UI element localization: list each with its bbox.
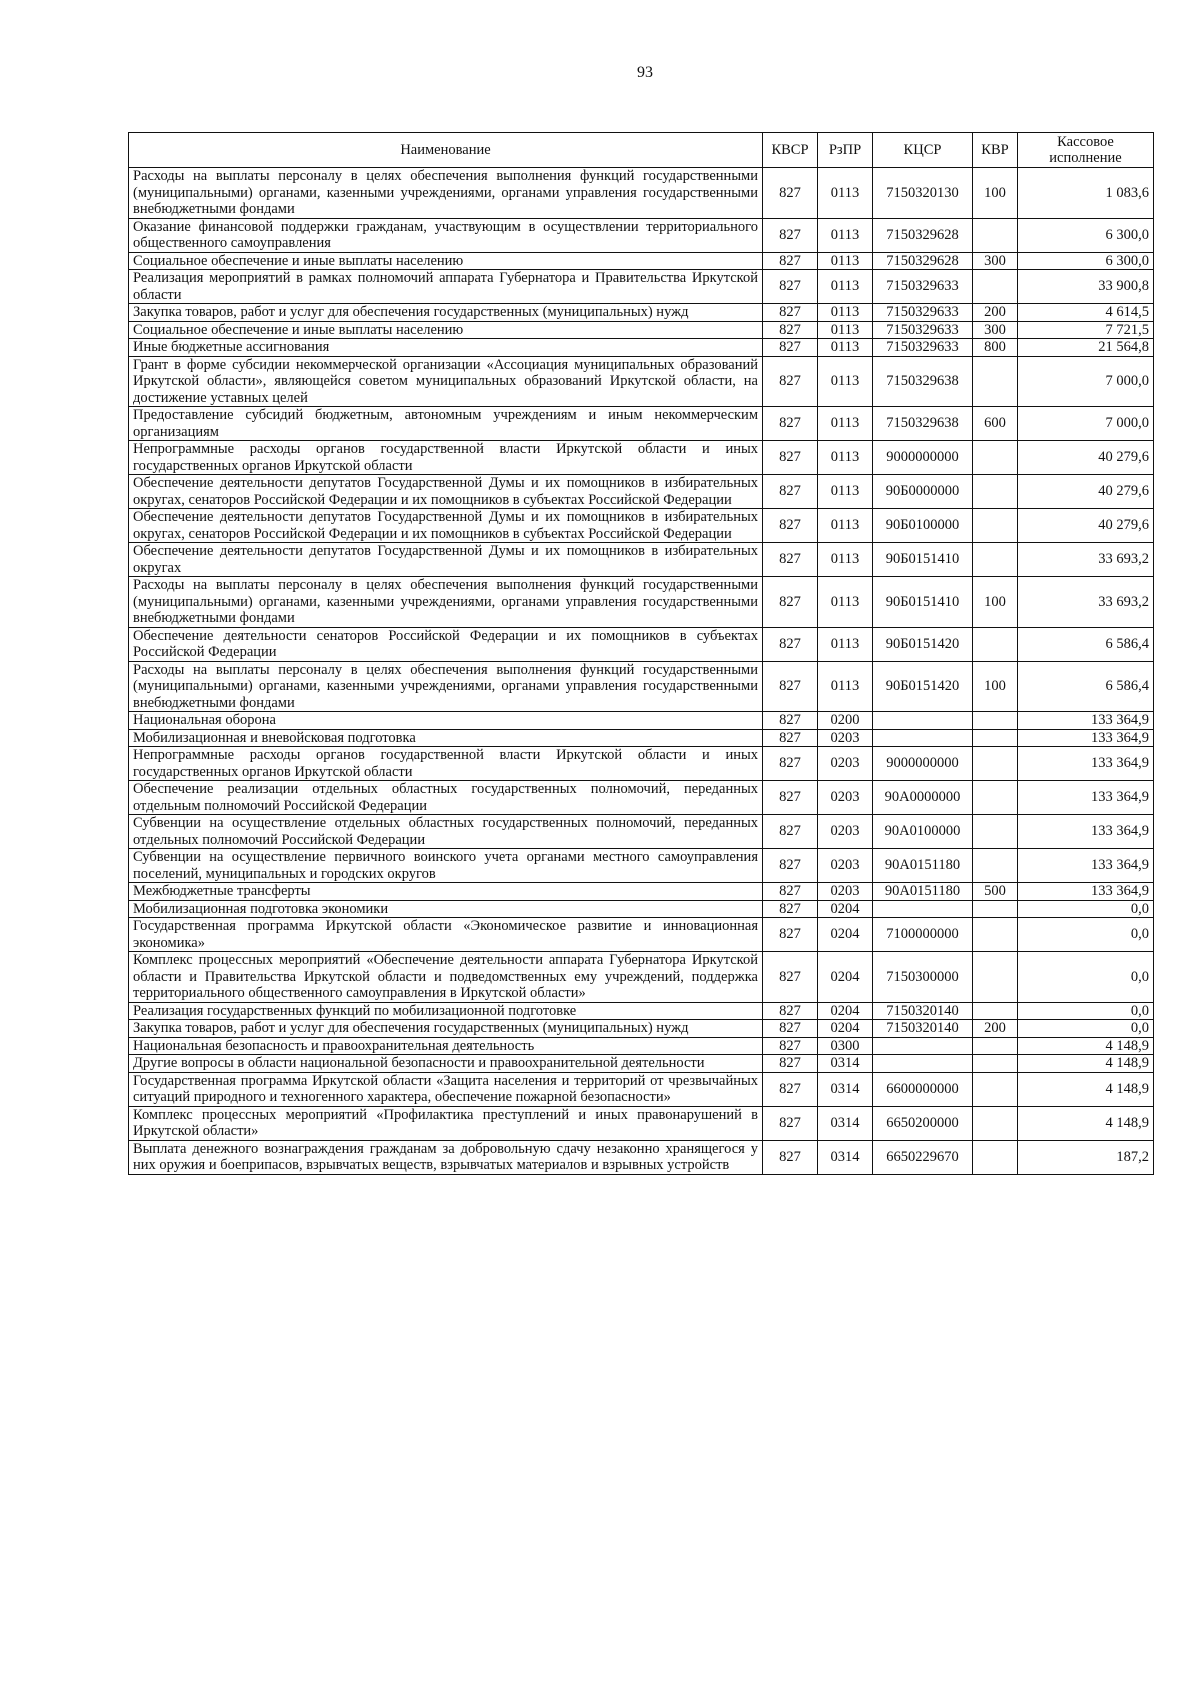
cell-kcsr: 90Б0151410 bbox=[873, 577, 973, 628]
cell-kvr: 800 bbox=[973, 339, 1018, 357]
cell-kcsr bbox=[873, 1055, 973, 1073]
cell-rzpr: 0300 bbox=[818, 1037, 873, 1055]
cell-name: Другие вопросы в области национальной безопасности и правоохранительной деятельности bbox=[129, 1055, 763, 1073]
cell-kcsr bbox=[873, 900, 973, 918]
cell-kvr bbox=[973, 543, 1018, 577]
cell-kcsr: 7150329633 bbox=[873, 270, 973, 304]
cell-kcsr: 6650200000 bbox=[873, 1106, 973, 1140]
cell-sum: 133 364,9 bbox=[1018, 849, 1154, 883]
cell-kvsr: 827 bbox=[763, 509, 818, 543]
cell-name: Комплекс процессных мероприятий «Обеспечение деятельности аппарата Губернатора Иркутской области и Правительства Иркутской области и подведомственных ему учреждений, поддержка территориального общественного самоуправления в Иркутской области» bbox=[129, 952, 763, 1003]
cell-kcsr: 7150329628 bbox=[873, 252, 973, 270]
cell-kcsr: 6600000000 bbox=[873, 1072, 973, 1106]
cell-rzpr: 0113 bbox=[818, 509, 873, 543]
cell-name: Межбюджетные трансферты bbox=[129, 883, 763, 901]
cell-kcsr: 7150329633 bbox=[873, 339, 973, 357]
table-row bbox=[129, 747, 1154, 781]
cell-kcsr: 6650229670 bbox=[873, 1140, 973, 1174]
cell-rzpr: 0203 bbox=[818, 815, 873, 849]
cell-kvsr: 827 bbox=[763, 900, 818, 918]
cell-rzpr: 0200 bbox=[818, 712, 873, 730]
cell-kvsr: 827 bbox=[763, 712, 818, 730]
table-row bbox=[129, 1055, 1154, 1073]
cell-kvsr: 827 bbox=[763, 747, 818, 781]
cell-sum: 1 083,6 bbox=[1018, 168, 1154, 219]
cell-kvsr: 827 bbox=[763, 918, 818, 952]
header-kvsr: КВСР bbox=[763, 133, 818, 168]
cell-kvr bbox=[973, 475, 1018, 509]
cell-kvr bbox=[973, 712, 1018, 730]
cell-kcsr: 7150320140 bbox=[873, 1002, 973, 1020]
cell-sum: 6 300,0 bbox=[1018, 252, 1154, 270]
cell-kcsr: 7150329633 bbox=[873, 304, 973, 322]
cell-rzpr: 0203 bbox=[818, 781, 873, 815]
cell-kvsr: 827 bbox=[763, 577, 818, 628]
cell-rzpr: 0113 bbox=[818, 441, 873, 475]
table-row bbox=[129, 407, 1154, 441]
table-row bbox=[129, 356, 1154, 407]
table-row bbox=[129, 918, 1154, 952]
cell-kcsr: 7150329638 bbox=[873, 356, 973, 407]
table-row bbox=[129, 712, 1154, 730]
cell-name: Непрограммные расходы органов государственной власти Иркутской области и иных государственных органов Иркутской области bbox=[129, 747, 763, 781]
cell-kvsr: 827 bbox=[763, 218, 818, 252]
cell-kvsr: 827 bbox=[763, 781, 818, 815]
cell-kcsr: 9000000000 bbox=[873, 441, 973, 475]
table-row bbox=[129, 475, 1154, 509]
cell-name: Непрограммные расходы органов государственной власти Иркутской области и иных государственных органов Иркутской области bbox=[129, 441, 763, 475]
cell-kvsr: 827 bbox=[763, 849, 818, 883]
cell-kcsr: 7150320130 bbox=[873, 168, 973, 219]
cell-name: Социальное обеспечение и иные выплаты населению bbox=[129, 321, 763, 339]
cell-name: Закупка товаров, работ и услуг для обеспечения государственных (муниципальных) нужд bbox=[129, 304, 763, 322]
cell-kvr: 500 bbox=[973, 883, 1018, 901]
table-row bbox=[129, 661, 1154, 712]
cell-kvr: 100 bbox=[973, 577, 1018, 628]
cell-kvsr: 827 bbox=[763, 270, 818, 304]
cell-kcsr: 90Б0100000 bbox=[873, 509, 973, 543]
cell-sum: 6 586,4 bbox=[1018, 661, 1154, 712]
cell-sum: 0,0 bbox=[1018, 1020, 1154, 1038]
cell-rzpr: 0314 bbox=[818, 1140, 873, 1174]
cell-name: Обеспечение деятельности депутатов Государственной Думы и их помощников в избирательных округах bbox=[129, 543, 763, 577]
table-row bbox=[129, 1037, 1154, 1055]
cell-kvsr: 827 bbox=[763, 339, 818, 357]
cell-rzpr: 0314 bbox=[818, 1106, 873, 1140]
cell-name: Обеспечение деятельности сенаторов Российской Федерации и их помощников в субъектах Российской Федерации bbox=[129, 627, 763, 661]
cell-kvsr: 827 bbox=[763, 1002, 818, 1020]
cell-kcsr bbox=[873, 712, 973, 730]
cell-kcsr: 7150329633 bbox=[873, 321, 973, 339]
cell-kvr: 300 bbox=[973, 321, 1018, 339]
cell-name: Национальная безопасность и правоохранительная деятельность bbox=[129, 1037, 763, 1055]
cell-sum: 133 364,9 bbox=[1018, 883, 1154, 901]
cell-rzpr: 0204 bbox=[818, 1020, 873, 1038]
cell-rzpr: 0204 bbox=[818, 900, 873, 918]
cell-kvr bbox=[973, 729, 1018, 747]
cell-kvr bbox=[973, 1055, 1018, 1073]
cell-kcsr: 90А0151180 bbox=[873, 849, 973, 883]
cell-kvr: 100 bbox=[973, 661, 1018, 712]
cell-kvr bbox=[973, 747, 1018, 781]
cell-rzpr: 0203 bbox=[818, 883, 873, 901]
cell-sum: 33 693,2 bbox=[1018, 577, 1154, 628]
cell-kvsr: 827 bbox=[763, 1140, 818, 1174]
cell-name: Предоставление субсидий бюджетным, автономным учреждениям и иным некоммерческим организациям bbox=[129, 407, 763, 441]
table-row bbox=[129, 321, 1154, 339]
cell-sum: 7 721,5 bbox=[1018, 321, 1154, 339]
cell-kvr bbox=[973, 849, 1018, 883]
cell-kcsr: 7150320140 bbox=[873, 1020, 973, 1038]
table-row bbox=[129, 627, 1154, 661]
cell-kvsr: 827 bbox=[763, 952, 818, 1003]
table-row bbox=[129, 883, 1154, 901]
cell-name: Государственная программа Иркутской области «Защита населения и территорий от чрезвычайных ситуаций природного и техногенного характера, обеспечение пожарной безопасности» bbox=[129, 1072, 763, 1106]
cell-sum: 7 000,0 bbox=[1018, 356, 1154, 407]
cell-kcsr: 90Б0151420 bbox=[873, 627, 973, 661]
header-row bbox=[129, 133, 1154, 168]
table-row bbox=[129, 509, 1154, 543]
table-row bbox=[129, 252, 1154, 270]
cell-sum: 40 279,6 bbox=[1018, 509, 1154, 543]
cell-kvr bbox=[973, 1140, 1018, 1174]
table-row bbox=[129, 1072, 1154, 1106]
cell-kvsr: 827 bbox=[763, 1106, 818, 1140]
table-row bbox=[129, 270, 1154, 304]
cell-kvsr: 827 bbox=[763, 883, 818, 901]
cell-name: Оказание финансовой поддержки гражданам, участвующим в осуществлении территориального общественного самоуправления bbox=[129, 218, 763, 252]
cell-kvr bbox=[973, 441, 1018, 475]
cell-rzpr: 0204 bbox=[818, 952, 873, 1003]
cell-kvr bbox=[973, 1072, 1018, 1106]
cell-name: Мобилизационная и вневойсковая подготовка bbox=[129, 729, 763, 747]
cell-kvsr: 827 bbox=[763, 627, 818, 661]
cell-rzpr: 0113 bbox=[818, 627, 873, 661]
cell-name: Субвенции на осуществление отдельных областных государственных полномочий, переданных отдельных полномочий Российской Федерации bbox=[129, 815, 763, 849]
cell-rzpr: 0113 bbox=[818, 475, 873, 509]
cell-name: Расходы на выплаты персоналу в целях обеспечения выполнения функций государственными (муниципальными) органами, казенными учреждениями, органами управления государственными внебюджетными фондами bbox=[129, 168, 763, 219]
cell-kcsr bbox=[873, 1037, 973, 1055]
cell-sum: 40 279,6 bbox=[1018, 475, 1154, 509]
cell-name: Иные бюджетные ассигнования bbox=[129, 339, 763, 357]
cell-kcsr: 7150329628 bbox=[873, 218, 973, 252]
cell-kvr bbox=[973, 1106, 1018, 1140]
cell-kvr bbox=[973, 627, 1018, 661]
cell-rzpr: 0113 bbox=[818, 168, 873, 219]
cell-kvr: 200 bbox=[973, 1020, 1018, 1038]
cell-sum: 6 300,0 bbox=[1018, 218, 1154, 252]
cell-kcsr: 90А0100000 bbox=[873, 815, 973, 849]
table-header bbox=[129, 133, 1154, 168]
cell-sum: 40 279,6 bbox=[1018, 441, 1154, 475]
cell-kvr bbox=[973, 781, 1018, 815]
table-row bbox=[129, 1020, 1154, 1038]
header-kvr: КВР bbox=[973, 133, 1018, 168]
cell-sum: 7 000,0 bbox=[1018, 407, 1154, 441]
table-row bbox=[129, 952, 1154, 1003]
table-row bbox=[129, 304, 1154, 322]
table-row bbox=[129, 339, 1154, 357]
cell-rzpr: 0113 bbox=[818, 356, 873, 407]
cell-kvsr: 827 bbox=[763, 815, 818, 849]
cell-name: Национальная оборона bbox=[129, 712, 763, 730]
cell-kcsr: 9000000000 bbox=[873, 747, 973, 781]
cell-name: Реализация мероприятий в рамках полномочий аппарата Губернатора и Правительства Иркутской области bbox=[129, 270, 763, 304]
cell-name: Выплата денежного вознаграждения гражданам за добровольную сдачу незаконно хранящегося у них оружия и боеприпасов, взрывчатых веществ, взрывчатых материалов и взрывных устройств bbox=[129, 1140, 763, 1174]
cell-name: Мобилизационная подготовка экономики bbox=[129, 900, 763, 918]
cell-name: Государственная программа Иркутской области «Экономическое развитие и инновационная экономика» bbox=[129, 918, 763, 952]
cell-kcsr: 7150329638 bbox=[873, 407, 973, 441]
table-row bbox=[129, 577, 1154, 628]
cell-kvsr: 827 bbox=[763, 729, 818, 747]
cell-sum: 0,0 bbox=[1018, 952, 1154, 1003]
cell-name: Грант в форме субсидии некоммерческой организации «Ассоциация муниципальных образований Иркутской области», являющейся советом муниципальных образований Иркутской области, на достижение уставных целей bbox=[129, 356, 763, 407]
cell-kvr: 600 bbox=[973, 407, 1018, 441]
cell-sum: 0,0 bbox=[1018, 900, 1154, 918]
cell-kvsr: 827 bbox=[763, 407, 818, 441]
table-row bbox=[129, 729, 1154, 747]
cell-kvsr: 827 bbox=[763, 475, 818, 509]
cell-rzpr: 0204 bbox=[818, 1002, 873, 1020]
cell-kvr bbox=[973, 900, 1018, 918]
cell-sum: 0,0 bbox=[1018, 1002, 1154, 1020]
cell-name: Закупка товаров, работ и услуг для обеспечения государственных (муниципальных) нужд bbox=[129, 1020, 763, 1038]
table-row bbox=[129, 168, 1154, 219]
table-row bbox=[129, 900, 1154, 918]
table-row bbox=[129, 781, 1154, 815]
cell-kvr bbox=[973, 918, 1018, 952]
cell-name: Расходы на выплаты персоналу в целях обеспечения выполнения функций государственными (муниципальными) органами, казенными учреждениями, органами управления государственными внебюджетными фондами bbox=[129, 661, 763, 712]
cell-sum: 4 148,9 bbox=[1018, 1037, 1154, 1055]
table-row bbox=[129, 218, 1154, 252]
cell-kvsr: 827 bbox=[763, 304, 818, 322]
cell-rzpr: 0113 bbox=[818, 543, 873, 577]
cell-sum: 133 364,9 bbox=[1018, 712, 1154, 730]
cell-kvsr: 827 bbox=[763, 1072, 818, 1106]
cell-rzpr: 0113 bbox=[818, 304, 873, 322]
cell-rzpr: 0113 bbox=[818, 321, 873, 339]
budget-table-container bbox=[128, 132, 1153, 1175]
cell-rzpr: 0204 bbox=[818, 918, 873, 952]
table-row bbox=[129, 849, 1154, 883]
cell-kvr bbox=[973, 1002, 1018, 1020]
cell-kvr bbox=[973, 509, 1018, 543]
cell-name: Обеспечение реализации отдельных областных государственных полномочий, переданных отдельным полномочий Российской Федерации bbox=[129, 781, 763, 815]
budget-table bbox=[128, 132, 1154, 1175]
cell-rzpr: 0113 bbox=[818, 407, 873, 441]
cell-rzpr: 0113 bbox=[818, 661, 873, 712]
cell-rzpr: 0113 bbox=[818, 252, 873, 270]
cell-name: Расходы на выплаты персоналу в целях обеспечения выполнения функций государственными (муниципальными) органами, казенными учреждениями, органами управления государственными внебюджетными фондами bbox=[129, 577, 763, 628]
cell-kvr bbox=[973, 218, 1018, 252]
cell-sum: 4 148,9 bbox=[1018, 1106, 1154, 1140]
cell-kcsr: 90А0151180 bbox=[873, 883, 973, 901]
cell-kcsr: 90А0000000 bbox=[873, 781, 973, 815]
cell-name: Реализация государственных функций по мобилизационной подготовке bbox=[129, 1002, 763, 1020]
cell-kcsr: 7150300000 bbox=[873, 952, 973, 1003]
cell-rzpr: 0314 bbox=[818, 1055, 873, 1073]
cell-kvsr: 827 bbox=[763, 441, 818, 475]
cell-name: Обеспечение деятельности депутатов Государственной Думы и их помощников в избирательных округах, сенаторов Российской Федерации и их помощников в субъектах Российской Федерации bbox=[129, 509, 763, 543]
cell-rzpr: 0113 bbox=[818, 270, 873, 304]
cell-kvsr: 827 bbox=[763, 661, 818, 712]
cell-sum: 187,2 bbox=[1018, 1140, 1154, 1174]
cell-sum: 133 364,9 bbox=[1018, 729, 1154, 747]
cell-sum: 33 900,8 bbox=[1018, 270, 1154, 304]
cell-kvr bbox=[973, 952, 1018, 1003]
cell-kvr bbox=[973, 270, 1018, 304]
cell-kvr: 200 bbox=[973, 304, 1018, 322]
cell-sum: 133 364,9 bbox=[1018, 815, 1154, 849]
page-number: 93 bbox=[637, 64, 653, 81]
table-row bbox=[129, 1140, 1154, 1174]
cell-kvr bbox=[973, 356, 1018, 407]
cell-kvsr: 827 bbox=[763, 252, 818, 270]
cell-kvr: 100 bbox=[973, 168, 1018, 219]
cell-sum: 6 586,4 bbox=[1018, 627, 1154, 661]
cell-name: Обеспечение деятельности депутатов Государственной Думы и их помощников в избирательных округах, сенаторов Российской Федерации и их помощников в субъектах Российской Федерации bbox=[129, 475, 763, 509]
cell-sum: 133 364,9 bbox=[1018, 747, 1154, 781]
cell-kvsr: 827 bbox=[763, 1055, 818, 1073]
cell-kcsr: 90Б0000000 bbox=[873, 475, 973, 509]
header-name: Наименование bbox=[129, 133, 763, 168]
cell-sum: 21 564,8 bbox=[1018, 339, 1154, 357]
cell-kcsr: 90Б0151410 bbox=[873, 543, 973, 577]
table-row bbox=[129, 815, 1154, 849]
cell-sum: 4 148,9 bbox=[1018, 1055, 1154, 1073]
cell-kvsr: 827 bbox=[763, 356, 818, 407]
cell-kvsr: 827 bbox=[763, 543, 818, 577]
table-row bbox=[129, 1106, 1154, 1140]
cell-kcsr: 7100000000 bbox=[873, 918, 973, 952]
cell-kvsr: 827 bbox=[763, 321, 818, 339]
cell-sum: 4 614,5 bbox=[1018, 304, 1154, 322]
table-row bbox=[129, 441, 1154, 475]
table-body bbox=[129, 168, 1154, 1175]
cell-rzpr: 0113 bbox=[818, 577, 873, 628]
cell-sum: 4 148,9 bbox=[1018, 1072, 1154, 1106]
cell-kvsr: 827 bbox=[763, 168, 818, 219]
cell-name: Социальное обеспечение и иные выплаты населению bbox=[129, 252, 763, 270]
table-row bbox=[129, 1002, 1154, 1020]
cell-rzpr: 0113 bbox=[818, 218, 873, 252]
cell-kcsr bbox=[873, 729, 973, 747]
cell-kcsr: 90Б0151420 bbox=[873, 661, 973, 712]
cell-sum: 0,0 bbox=[1018, 918, 1154, 952]
header-sum: Кассовое исполнение bbox=[1018, 133, 1154, 168]
header-rzpr: РзПР bbox=[818, 133, 873, 168]
cell-name: Субвенции на осуществление первичного воинского учета органами местного самоуправления поселений, муниципальных и городских округов bbox=[129, 849, 763, 883]
cell-rzpr: 0314 bbox=[818, 1072, 873, 1106]
cell-rzpr: 0113 bbox=[818, 339, 873, 357]
cell-rzpr: 0203 bbox=[818, 729, 873, 747]
cell-kvsr: 827 bbox=[763, 1020, 818, 1038]
cell-rzpr: 0203 bbox=[818, 747, 873, 781]
cell-kvr bbox=[973, 815, 1018, 849]
cell-kvr: 300 bbox=[973, 252, 1018, 270]
cell-sum: 133 364,9 bbox=[1018, 781, 1154, 815]
cell-rzpr: 0203 bbox=[818, 849, 873, 883]
table-row bbox=[129, 543, 1154, 577]
header-kcsr: КЦСР bbox=[873, 133, 973, 168]
cell-kvr bbox=[973, 1037, 1018, 1055]
cell-kvsr: 827 bbox=[763, 1037, 818, 1055]
cell-name: Комплекс процессных мероприятий «Профилактика преступлений и иных правонарушений в Иркутской области» bbox=[129, 1106, 763, 1140]
cell-sum: 33 693,2 bbox=[1018, 543, 1154, 577]
